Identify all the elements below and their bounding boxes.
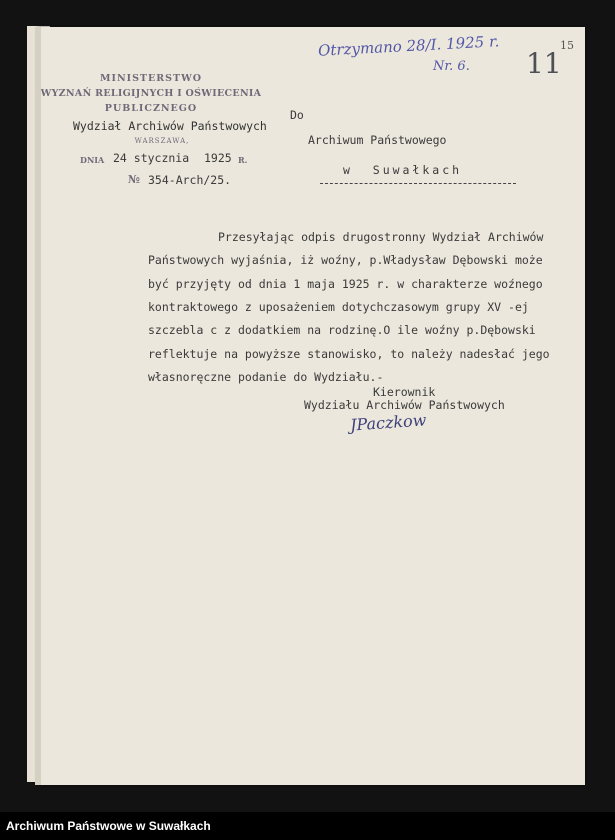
body-line-4: kontraktowego z uposażeniem dotychczasowym grupy XV -ej <box>148 300 529 314</box>
received-note: Otrzymano 28/I. 1925 r. <box>317 32 500 60</box>
addressee-to: Do <box>290 108 304 122</box>
body-line-3: być przyjęty od dnia 1 maja 1925 r. w charakterze woźnego <box>148 277 543 291</box>
reference-number: 354-Arch/25. <box>148 173 232 187</box>
letterhead-ministry: MINISTERSTWO <box>99 73 203 84</box>
received-number: Nr. 6. <box>433 59 470 74</box>
corner-number: 15 <box>560 39 574 52</box>
body-line-6: reflektuje na powyższe stanowisko, to należy nadesłać jego <box>148 347 550 361</box>
letterhead-stamp <box>40 71 262 116</box>
body-line-2: Państwowych wyjaśnia, iż woźny, p.Władysław Dębowski może <box>148 253 543 267</box>
letterhead-city-label: WARSZAWA, <box>134 137 190 145</box>
reference-number-sign: № <box>128 173 140 186</box>
signatory-department: Wydziału Archiwów Państwowych <box>304 398 505 412</box>
addressee-name: Archiwum Państwowego <box>308 133 447 147</box>
body-line-7: własnoręczne podanie do Wydziału.- <box>148 370 384 384</box>
letterhead-ministry-name-cont: PUBLICZNEGO <box>104 103 198 114</box>
sheet-number: 11 <box>526 47 562 80</box>
letterhead-department: Wydział Archiwów Państwowych <box>73 119 267 133</box>
signatory-title: Kierownik <box>373 385 436 399</box>
archive-footer: Archiwum Państwowe w Suwałkach <box>0 812 615 840</box>
letter-year: 1925 <box>204 151 232 165</box>
letter-date: 24 stycznia <box>113 151 190 165</box>
date-prefix: DNIA <box>80 155 105 165</box>
letterhead-ministry-name: WYZNAŃ RELIGIJNYCH I OŚWIECENIA <box>40 88 262 99</box>
body-line-5: szczebla c z dodatkiem na rodzinę.O ile woźny p.Dębowski <box>148 323 536 337</box>
body-line-1: Przesyłając odpis drugostronny Wydział Archiwów <box>218 230 544 244</box>
year-suffix: R. <box>238 155 248 165</box>
addressee-underline <box>320 183 516 184</box>
addressee-place: w Suwałkach <box>343 163 463 177</box>
document-page <box>38 27 585 785</box>
signature: JPaczkow <box>349 410 427 435</box>
letterhead-city <box>102 137 222 145</box>
